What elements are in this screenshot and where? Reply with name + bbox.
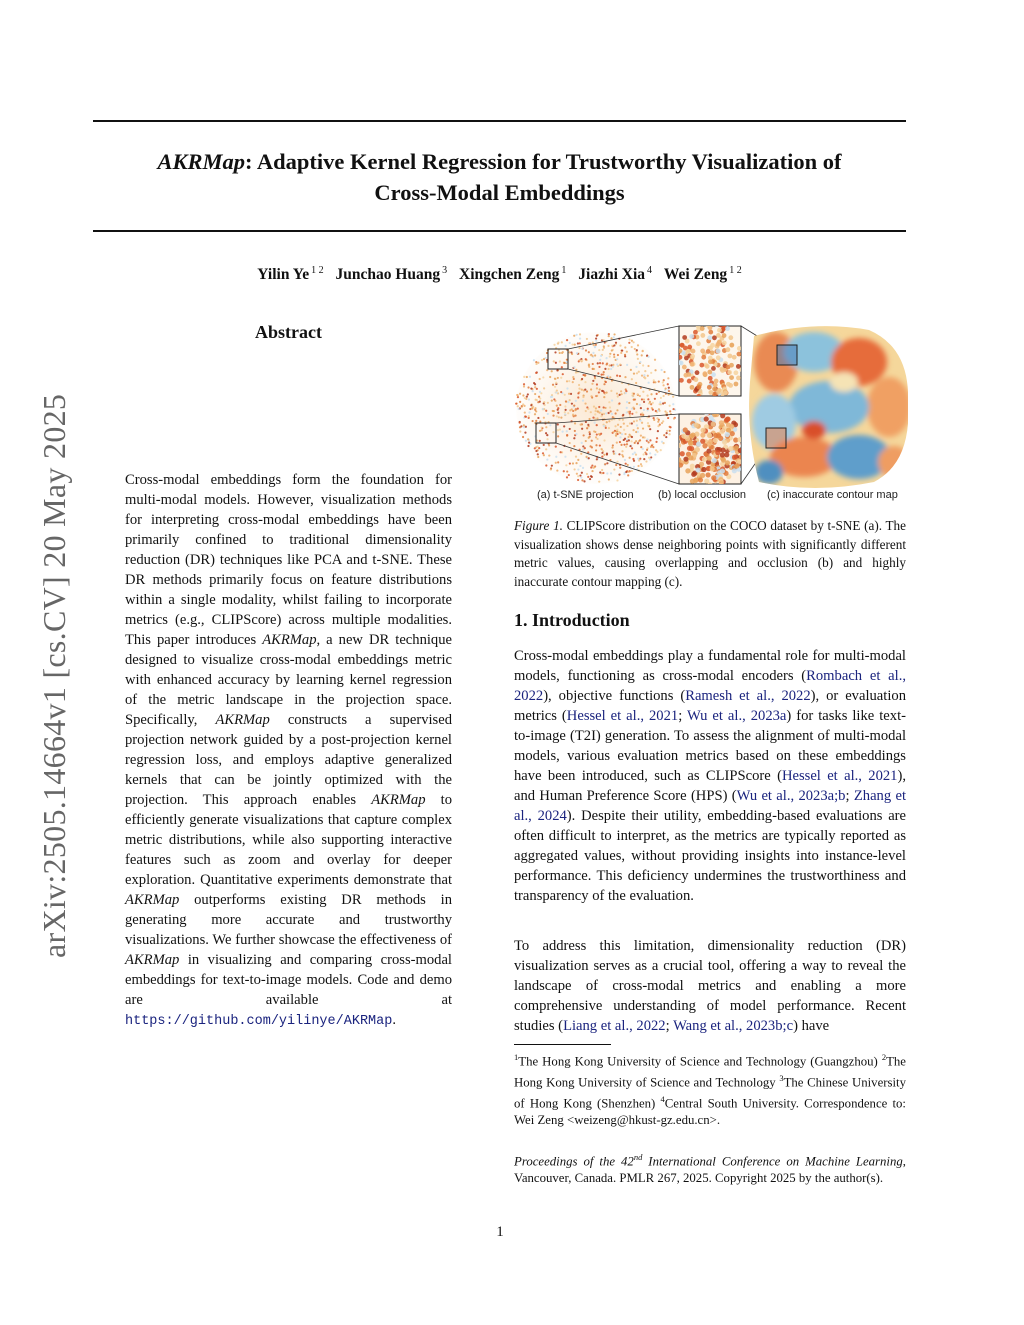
citation-link[interactable]: Hessel et al., 2021 [781,768,898,784]
figure-1-image [514,322,908,490]
author: Junchao Huang $^3$ [335,265,448,284]
proceedings-note: Proceedings of the 42nd International Conference on Machine Learning, Vancouver, Canada. PMLR 267, 2025. Copyright 2025 by the author(s). [514,1152,906,1185]
author-list [93,265,906,284]
paper-title [93,146,906,208]
footnote-rule [514,1044,611,1045]
code-link[interactable]: https://github.com/yilinye/AKRMap [125,1014,393,1029]
abstract-heading: Abstract [255,322,322,342]
subfigure-label-c: (c) inaccurate contour map [767,489,898,501]
subfigure-label-a: (a) t-SNE projection [537,489,634,501]
citation-link[interactable]: Wu et al., 2023a [686,708,787,724]
abstract-body: Cross-modal embeddings form the foundation for multi-modal models. However, visualization methods for interpreting cross-modal embeddings have been primarily confined to traditional dimensionality reduction (DR) techniques like PCA and t-SNE. These DR methods primarily focus on feature distributions within a single modality, whilst failing to incorporate metrics (e.g., CLIPScore) across multiple modalities. This paper introduces AKRMap, a new DR technique designed to visualize cross-modal embeddings metric with enhanced accuracy by learning kernel regression of the metric landscape in the projection space. Specifically, AKRMap constructs a supervised projection network guided by a post-projection kernel regression loss, and employs adaptive generalized kernels that can be jointly optimized with the projection. This approach enables AKRMap to efficiently generate visualizations that capture complex metric distributions, while also supporting interactive features such as zoom and overlay for deeper exploration. Quantitative experiments demonstrate that AKRMap outperforms existing DR methods in generating more accurate and trustworthy visualizations. We further showcase the effectiveness of AKRMap in visualizing and comparing cross-modal embeddings for text-to-image models. Code and demo are available at https://github.com/yilinye/AKRMap. [125,472,452,1029]
intro-paragraph-1: Cross-modal embeddings play a fundamental role for multi-modal models, functioning as cross-modal encoders (Rombach et al., 2022), objective functions (Ramesh et al., 2022), or evaluation metrics (Hessel et al., 2021; Wu et al., 2023a) for tasks like text-to-image (T2I) generation. To assess the alignment of multi-modal models, various evaluation metrics based on these embeddings have been introduced, such as CLIPScore (Hessel et al., 2021), and Human Preference Score (HPS) (Wu et al., 2023a;b; Zhang et al., 2024). Despite their utility, embedding-based evaluations are often difficult to interpret, as the metrics are typically reported as aggregated values, without providing insights into instance-level performance. This deficiency undermines the trustworthiness and transparency of the evaluation. [514,648,907,904]
author: Jiazhi Xia $^4$ [578,265,653,284]
citation-link[interactable]: Zhang et al., 2024 [514,788,907,824]
author: Yilin Ye $^{1 2}$ [257,265,324,284]
local-occlusion-zooms [675,322,746,489]
intro-paragraph-2: To address this limitation, dimensionality reduction (DR) visualization serves as a crucial tool, offering a way to reveal the landscape of cross-modal metrics and enabling a more comprehensive understanding of model performance. Recent studies (Liang et al., 2022; Wang et al., 2023b;c) have [514,938,906,1034]
section-heading-introduction: 1. Introduction [514,610,630,630]
figure-1-caption: Figure 1. CLIPScore distribution on the COCO dataset by t-SNE (a). The visualization shows dense neighboring points with significantly different metric values, causing overlapping and occlusion (b) and highly inaccurate contour mapping (c). [514,518,906,589]
citation-link[interactable]: Rombach et al., 2022 [514,668,906,704]
page-number: 1 [496,1224,504,1240]
title-line2: Cross-Modal Embeddings [374,180,625,205]
title-method-name: AKRMap [157,149,246,174]
tsne-scatter [515,332,676,484]
citation-link[interactable]: Wu et al., 2023a;b [736,788,846,804]
citation-link[interactable]: Wang et al., 2023b;c [673,1018,794,1034]
title-line1: : Adaptive Kernel Regression for Trustworthy Visualization of [245,149,842,174]
citation-link[interactable]: Hessel et al., 2021 [566,708,679,724]
citation-link[interactable]: Liang et al., 2022 [563,1018,666,1034]
title-rule-top [93,120,906,122]
title-rule-bottom [93,230,906,232]
subfigure-label-b: (b) local occlusion [658,489,747,501]
arxiv-side-stamp: arXiv:2505.14664v1 [cs.CV] 20 May 2025 [36,393,72,958]
affiliations-footnote: $^1$The Hong Kong University of Science and Technology (Guangzhou) $^2$The Hong Kong University of Science and Technology $^3$The Chinese University of Hong Kong (Shenzhen) $^4$Central South University. Correspondence to: Wei Zeng <weizeng@hkust-gz.edu.cn>. [514,1052,907,1127]
author: Xingchen Zeng $^1$ [459,265,567,284]
author: Wei Zeng $^{1 2}$ [663,265,742,284]
citation-link[interactable]: Ramesh et al., 2022 [685,688,811,704]
contour-map [744,322,908,490]
